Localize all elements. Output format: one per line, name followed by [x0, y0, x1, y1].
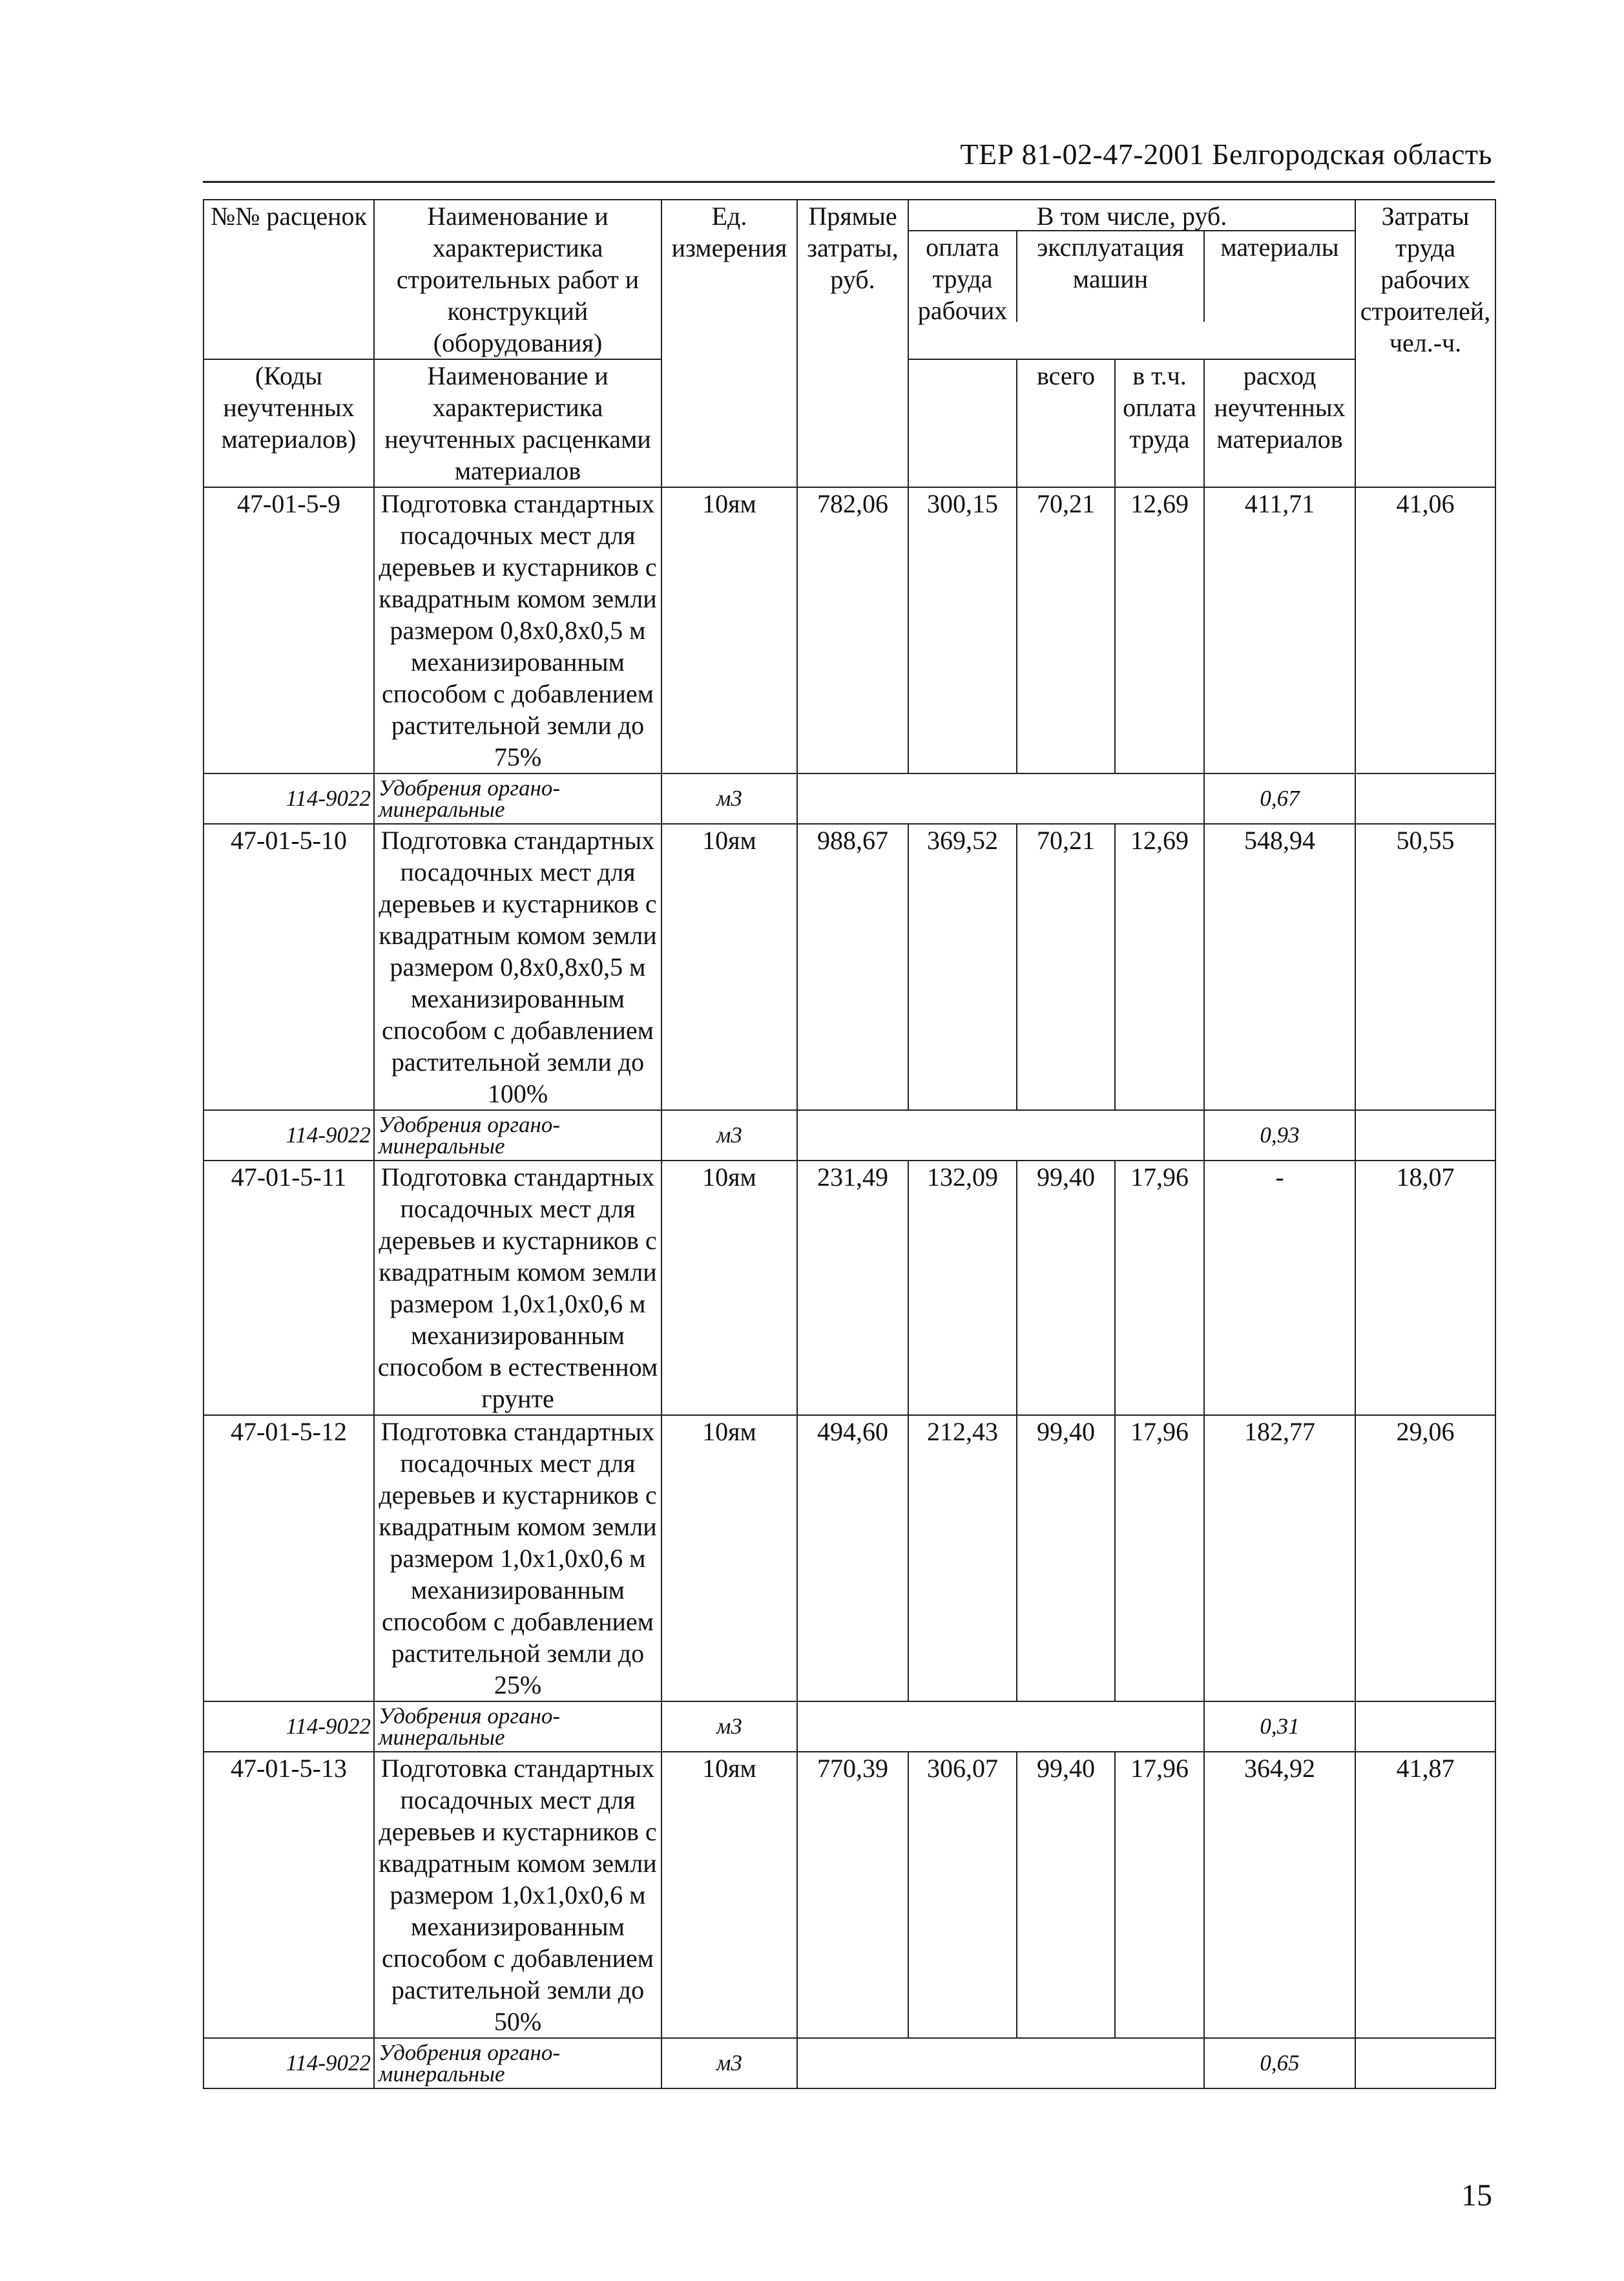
rate-description: Подготовка стандартных посадочных мест для деревьев и кустарников с квадратным комом земли размером 0,8х0,8х0,5 м механизированным способом с добавлением растительной земли до 75% — [374, 487, 661, 773]
material-amount: 0,31 — [1204, 1701, 1355, 1752]
rate-machines-total: 99,40 — [1017, 1415, 1115, 1701]
material-row — [203, 2038, 1495, 2088]
header-row-1 — [203, 200, 1495, 359]
rate-labor-hours: 41,87 — [1355, 1752, 1495, 2038]
material-amount: 0,67 — [1204, 773, 1355, 824]
header-code-title: №№ расценок — [203, 200, 374, 359]
header-name-subtitle: Наименование и характеристика неучтенных расценками материалов — [374, 359, 661, 487]
header-including: В том числе, руб. — [909, 200, 1355, 231]
material-row — [203, 1110, 1495, 1161]
material-unit: м3 — [661, 2038, 797, 2088]
rate-code: 47-01-5-12 — [203, 1415, 374, 1701]
header-machines-total: всего — [1017, 359, 1115, 487]
rate-direct-costs: 231,49 — [797, 1161, 908, 1415]
rate-machines-labor: 12,69 — [1115, 487, 1204, 773]
table-row — [203, 487, 1495, 773]
rate-materials: 548,94 — [1204, 824, 1355, 1110]
material-code: 114-9022 — [203, 773, 374, 824]
header-name-title: Наименование и характеристика строительных работ и конструкций (оборудования) — [374, 200, 661, 359]
material-row — [203, 773, 1495, 824]
rate-code: 47-01-5-9 — [203, 487, 374, 773]
rate-unit: 10ям — [661, 824, 797, 1110]
rate-machines-labor: 17,96 — [1115, 1415, 1204, 1701]
material-empty — [1355, 1110, 1495, 1161]
material-empty-span — [797, 1110, 1204, 1161]
document-header: ТЕР 81-02-47-2001 Белгородская область — [960, 138, 1492, 171]
rate-description: Подготовка стандартных посадочных мест для деревьев и кустарников с квадратным комом земли размером 1,0х1,0х0,6 м механизированным способом с добавлением растительной земли до 25% — [374, 1415, 661, 1701]
rate-labor-pay: 212,43 — [908, 1415, 1017, 1701]
material-name: Удобрения органо-минеральные — [374, 773, 661, 824]
rate-code: 47-01-5-10 — [203, 824, 374, 1110]
material-empty-span — [797, 1701, 1204, 1752]
table-row — [203, 1161, 1495, 1415]
rate-materials: 411,71 — [1204, 487, 1355, 773]
header-materials: материалы — [1220, 233, 1339, 262]
header-machines-labor: в т.ч. оплата труда — [1115, 359, 1204, 487]
rate-labor-pay: 300,15 — [908, 487, 1017, 773]
material-name: Удобрения органо-минеральные — [374, 2038, 661, 2088]
header-including-group — [908, 200, 1355, 359]
rate-description: Подготовка стандартных посадочных мест для деревьев и кустарников с квадратным комом земли размером 1,0х1,0х0,6 м механизированным способом с добавлением растительной земли до 50% — [374, 1752, 661, 2038]
material-amount: 0,65 — [1204, 2038, 1355, 2088]
header-unit: Ед. измерения — [661, 200, 797, 487]
table-row — [203, 824, 1495, 1110]
material-name: Удобрения органо-минеральные — [374, 1701, 661, 1752]
rate-machines-labor: 17,96 — [1115, 1752, 1204, 2038]
material-empty — [1355, 773, 1495, 824]
rate-unit: 10ям — [661, 1161, 797, 1415]
material-empty-span — [797, 773, 1204, 824]
rate-code: 47-01-5-11 — [203, 1161, 374, 1415]
rate-labor-hours: 29,06 — [1355, 1415, 1495, 1701]
rate-description: Подготовка стандартных посадочных мест для деревьев и кустарников с квадратным комом земли размером 0,8х0,8х0,5 м механизированным способом с добавлением растительной земли до 100% — [374, 824, 661, 1110]
header-direct-costs: Прямые затраты, руб. — [797, 200, 908, 487]
material-code: 114-9022 — [203, 1701, 374, 1752]
rate-machines-labor: 17,96 — [1115, 1161, 1204, 1415]
rate-materials: 364,92 — [1204, 1752, 1355, 2038]
page-number: 15 — [1461, 2178, 1492, 2213]
header-labor-costs: Затраты труда рабочих строителей, чел.-ч. — [1355, 200, 1495, 487]
material-unit: м3 — [661, 1701, 797, 1752]
rate-direct-costs: 494,60 — [797, 1415, 908, 1701]
rate-unit: 10ям — [661, 1752, 797, 2038]
material-empty — [1355, 2038, 1495, 2088]
header-rule — [203, 181, 1495, 183]
material-empty — [1355, 1701, 1495, 1752]
rate-labor-hours: 50,55 — [1355, 824, 1495, 1110]
rate-materials: 182,77 — [1204, 1415, 1355, 1701]
rate-direct-costs: 782,06 — [797, 487, 908, 773]
material-amount: 0,93 — [1204, 1110, 1355, 1161]
table-row — [203, 1752, 1495, 2038]
rate-machines-total: 70,21 — [1017, 824, 1115, 1110]
rate-direct-costs: 988,67 — [797, 824, 908, 1110]
material-row — [203, 1701, 1495, 1752]
material-unit: м3 — [661, 1110, 797, 1161]
rate-labor-pay: 132,09 — [908, 1161, 1017, 1415]
rates-table — [203, 199, 1496, 2089]
rate-direct-costs: 770,39 — [797, 1752, 908, 2038]
rate-unit: 10ям — [661, 487, 797, 773]
rate-machines-total: 99,40 — [1017, 1752, 1115, 2038]
header-labor-pay: оплата труда рабочих — [909, 231, 1017, 322]
rate-unit: 10ям — [661, 1415, 797, 1701]
header-materials-unaccounted: расход неучтенных материалов — [1204, 359, 1355, 487]
rate-machines-labor: 12,69 — [1115, 824, 1204, 1110]
rate-labor-pay: 369,52 — [908, 824, 1017, 1110]
material-empty-span — [797, 2038, 1204, 2088]
rate-labor-hours: 41,06 — [1355, 487, 1495, 773]
rate-labor-hours: 18,07 — [1355, 1161, 1495, 1415]
table-row — [203, 1415, 1495, 1701]
rate-description: Подготовка стандартных посадочных мест для деревьев и кустарников с квадратным комом земли размером 1,0х1,0х0,6 м механизированным способом в естественном грунте — [374, 1161, 661, 1415]
material-name: Удобрения органо-минеральные — [374, 1110, 661, 1161]
material-code: 114-9022 — [203, 2038, 374, 2088]
material-unit: м3 — [661, 773, 797, 824]
rate-machines-total: 70,21 — [1017, 487, 1115, 773]
header-machines: эксплуатация машин — [1017, 231, 1205, 322]
material-code: 114-9022 — [203, 1110, 374, 1161]
header-labor-pay-cont — [908, 359, 1017, 487]
header-code-subtitle: (Коды неучтенных материалов) — [203, 359, 374, 487]
rate-labor-pay: 306,07 — [908, 1752, 1017, 2038]
rate-code: 47-01-5-13 — [203, 1752, 374, 2038]
rate-materials: - — [1204, 1161, 1355, 1415]
rate-machines-total: 99,40 — [1017, 1161, 1115, 1415]
